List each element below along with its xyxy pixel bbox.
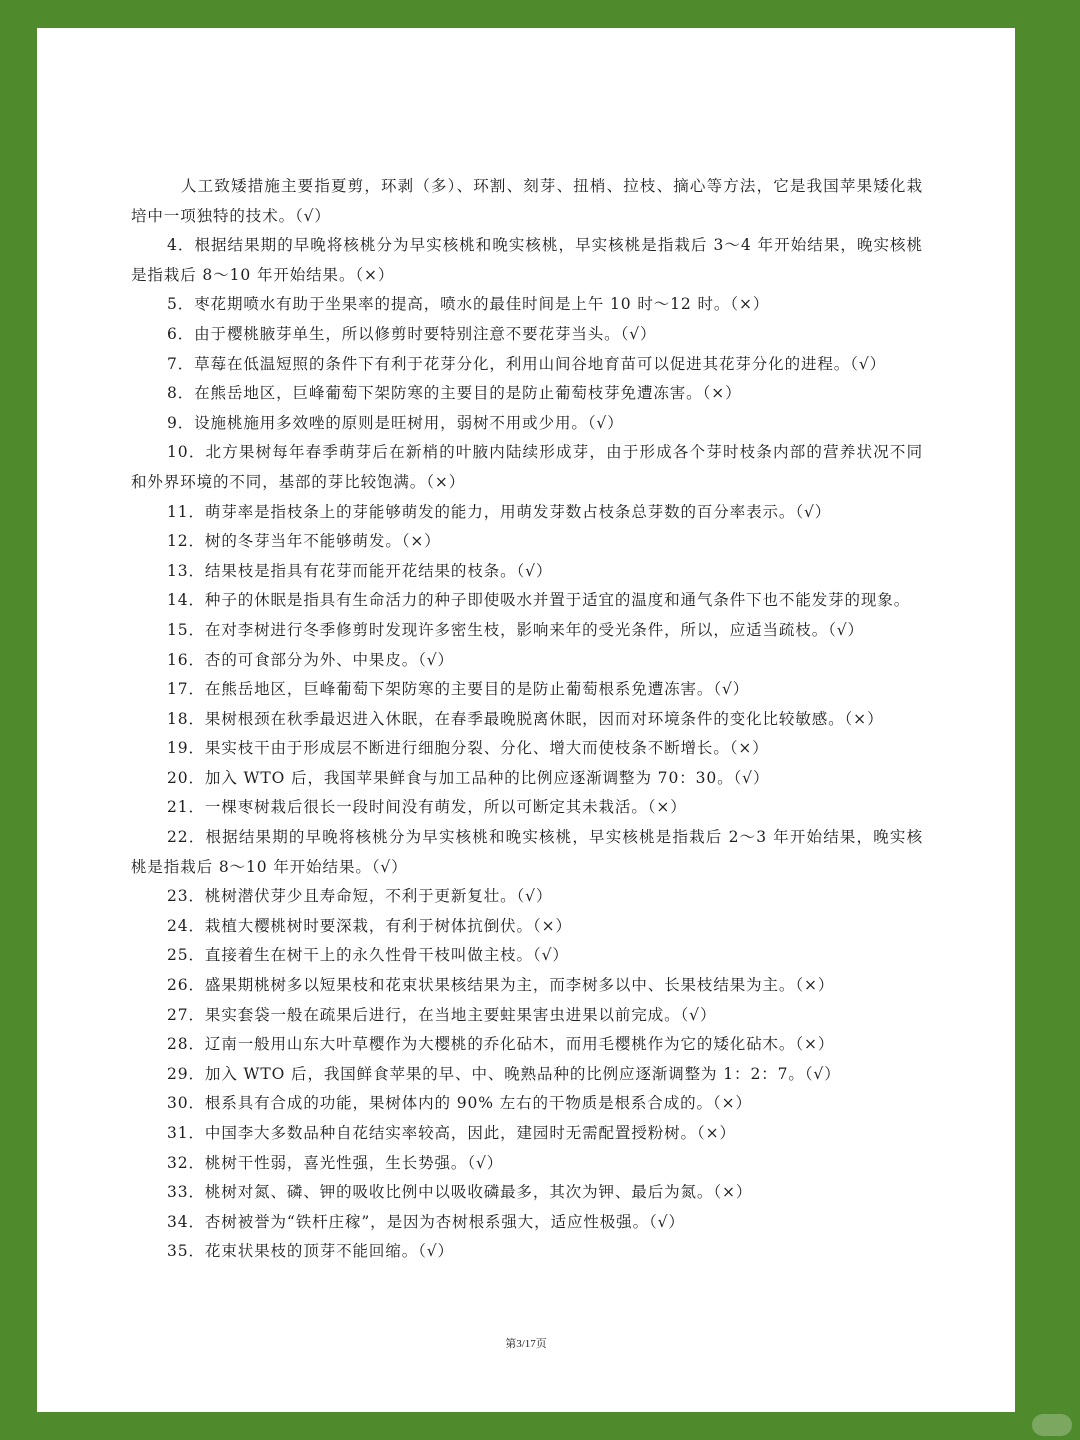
question-item-17: 17．在熊岳地区，巨峰葡萄下架防寒的主要目的是防止葡萄根系免遭冻害。（√） [167,680,750,699]
question-item-31: 31．中国李大多数品种自花结实率较高，因此，建园时无需配置授粉树。（×） [167,1124,736,1142]
question-item-34: 34．杏树被誉为“铁杆庄稼”，是因为杏树根系强大，适应性极强。（√） [167,1212,685,1231]
question-item-27: 27．果实套袋一般在疏果后进行，在当地主要蛀果害虫进果以前完成。（√） [167,1005,717,1024]
question-item-8: 8．在熊岳地区，巨峰葡萄下架防寒的主要目的是防止葡萄枝芽免遭冻害。（×） [167,384,742,403]
watermark-logo [1032,1414,1072,1436]
page-number: 第3/17页 [505,1338,547,1350]
question-item-13: 13．结果枝是指具有花芽而能开花结果的枝条。（√） [167,561,553,580]
question-item-6: 6．由于樱桃腋芽单生，所以修剪时要特别注意不要花芽当头。（√） [167,324,657,343]
question-item-9: 9．设施桃施用多效唑的原则是旺树用，弱树不用或少用。（√） [167,413,624,432]
question-item-20: 20．加入 WTO 后，我国苹果鲜食与加工品种的比例应逐渐调整为 70：30。（√） [167,768,770,787]
question-item-26: 26．盛果期桃树多以短果枝和花束状果核结果为主，而李树多以中、长果枝结果为主。（×） [167,976,835,995]
question-item-11: 11．萌芽率是指枝条上的芽能够萌发的能力，用萌发芽数占枝条总芽数的百分率表示。（√） [167,502,832,521]
question-item-18: 18．果树根颈在秋季最迟进入休眠，在春季最晚脱离休眠，因而对环境条件的变化比较敏感。（×） [167,709,884,728]
question-item-7: 7．草莓在低温短照的条件下有利于花芽分化，利用山间谷地育苗可以促进其花芽分化的进程。（√） [167,354,886,373]
question-list [131,172,923,1267]
question-item-5: 5．枣花期喷水有助于坐果率的提高，喷水的最佳时间是上午 10 时～12 时。（×） [167,295,770,314]
question-item-4: 4．根据结果期的早晚将核桃分为早实核桃和晚实核桃，早实核桃是指栽后 3～4 年开始结果，晚实核桃是指栽后 8～10 年开始结果。（×） [131,236,923,284]
question-item-23: 23．桃树潜伏芽少且寿命短，不利于更新复壮。（√） [167,887,553,906]
question-item-19: 19．果实枝干由于形成层不断进行细胞分裂、分化、增大而使枝条不断增长。（×） [167,739,769,758]
document-page [37,28,1015,1412]
question-item-29: 29．加入 WTO 后，我国鲜食苹果的早、中、晚熟品种的比例应逐渐调整为 1：2：7。（√） [167,1064,841,1083]
question-item-33: 33．桃树对氮、磷、钾的吸收比例中以吸收磷最多，其次为钾、最后为氮。（×） [167,1183,753,1202]
question-item-16: 16．杏的可食部分为外、中果皮。（√） [167,650,454,669]
question-item-12: 12．树的冬芽当年不能够萌发。（×） [167,532,441,551]
paragraph-intro: 人工致矮措施主要指夏剪，环剥（多）、环割、刻芽、扭梢、拉枝、摘心等方法，它是我国苹果矮化栽培中一项独特的技术。（√） [131,177,923,225]
question-item-21: 21．一棵枣树栽后很长一段时间没有萌发，所以可断定其未栽活。（×） [167,798,687,817]
question-item-14: 14．种子的休眠是指具有生命活力的种子即使吸水并置于适宜的温度和通气条件下也不能发芽的现象。 [167,591,911,610]
question-item-22: 22．根据结果期的早晚将核桃分为早实核桃和晚实核桃，早实核桃是指栽后 2～3 年开始结果，晚实核桃是指栽后 8～10 年开始结果。（√） [131,828,923,876]
question-item-30: 30．根系具有合成的功能，果树体内的 90% 左右的干物质是根系合成的。（×） [167,1094,752,1113]
question-item-24: 24．栽植大樱桃树时要深栽，有利于树体抗倒伏。（×） [167,916,572,935]
question-item-32: 32．桃树干性弱，喜光性强，生长势强。（√） [167,1153,504,1172]
question-item-28: 28．辽南一般用山东大叶草樱作为大樱桃的乔化砧木，而用毛樱桃作为它的矮化砧木。（×） [167,1035,835,1054]
question-item-10: 10．北方果树每年春季萌芽后在新梢的叶腋内陆续形成芽，由于形成各个芽时枝条内部的营养状况不同和外界环境的不同，基部的芽比较饱满。（×） [131,443,923,491]
question-item-25: 25．直接着生在树干上的永久性骨干枝叫做主枝。（√） [167,946,569,965]
question-item-15: 15．在对李树进行冬季修剪时发现许多密生枝，影响来年的受光条件，所以，应适当疏枝。（√） [167,620,864,639]
question-item-35: 35．花束状果枝的顶芽不能回缩。（√） [167,1242,454,1261]
